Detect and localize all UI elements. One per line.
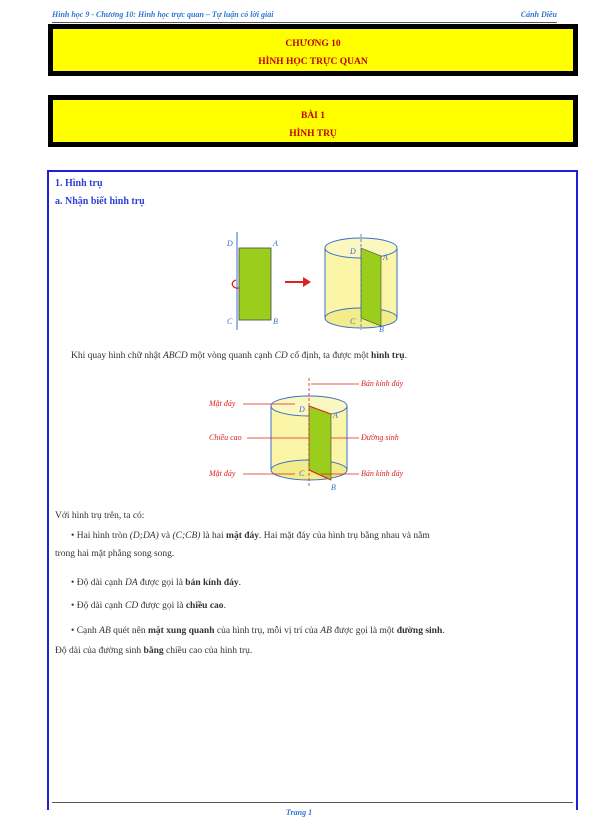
bullet-chieu-cao: • Độ dài cạnh CD được gọi là chiều cao.	[71, 601, 226, 611]
label-ban-kinh-top: Bán kính đáy	[361, 379, 404, 388]
lesson-number: BÀI 1	[300, 111, 326, 121]
header-book: Cánh Diều	[520, 10, 557, 19]
chapter-banner	[48, 24, 578, 76]
lesson-banner	[48, 95, 578, 147]
chapter-number: CHƯƠNG 10	[285, 39, 341, 49]
label-D: D	[350, 247, 356, 256]
label-A: A	[383, 253, 388, 262]
bullet-ban-kinh: • Độ dài cạnh DA được gọi là bán kính đáy.	[71, 578, 242, 588]
label-B: B	[331, 483, 336, 492]
rotation-sentence: Khi quay hình chữ nhật ABCD một vòng quanh cạnh CD cố định, ta được một hình trụ.	[71, 351, 407, 361]
cylinder-icon	[325, 234, 397, 332]
subsection-title: a. Nhận biết hình trụ	[55, 196, 145, 207]
header-title: Hình học 9 - Chương 10: Hình học trực quan – Tự luận có lời giải	[52, 10, 274, 19]
bullet-mat-day: • Hai hình tròn (D;DA) và (C;CB) là hai mặt đáy. Hai mặt đáy của hình trụ bằng nhau và nằm	[71, 531, 430, 541]
footer-divider	[52, 802, 573, 803]
bullet-duong-sinh-cont: Độ dài của đường sinh bằng chiều cao của hình trụ.	[55, 646, 253, 656]
label-mat-day-bottom: Mặt đáy	[209, 469, 236, 478]
figure-rectangle-to-cylinder	[219, 232, 449, 332]
chapter-title: HÌNH HỌC TRỰC QUAN	[258, 57, 368, 67]
label-C: C	[299, 469, 305, 478]
label-A: A	[273, 239, 278, 248]
label-A: A	[333, 411, 338, 420]
intro-text: Với hình trụ trên, ta có:	[55, 511, 145, 521]
content-box	[47, 170, 578, 810]
label-D: D	[227, 239, 233, 248]
label-mat-day-top: Mặt đáy	[209, 399, 236, 408]
label-duong-sinh: Đường sinh	[361, 433, 399, 442]
label-D: D	[299, 405, 305, 414]
label-chieu-cao: Chiều cao	[209, 433, 242, 442]
label-C: C	[350, 317, 356, 326]
label-B: B	[379, 325, 384, 332]
rotation-arrow-icon	[232, 280, 239, 288]
label-C: C	[227, 317, 233, 326]
label-ban-kinh-bottom: Bán kính đáy	[361, 469, 404, 478]
page-number: Trang 1	[285, 808, 313, 817]
label-B: B	[273, 317, 278, 326]
page-header	[52, 9, 557, 23]
section-title: 1. Hình trụ	[55, 178, 103, 189]
bullet-duong-sinh: • Cạnh AB quét nên mặt xung quanh của hình trụ, mỗi vị trí của AB được gọi là một đường sinh.	[71, 626, 445, 636]
bullet-mat-day-cont: trong hai mặt phẳng song song.	[55, 549, 175, 559]
lesson-title: HÌNH TRỤ	[289, 129, 337, 139]
figure-labeled-cylinder	[209, 372, 429, 492]
arrow-right-icon	[285, 277, 311, 287]
